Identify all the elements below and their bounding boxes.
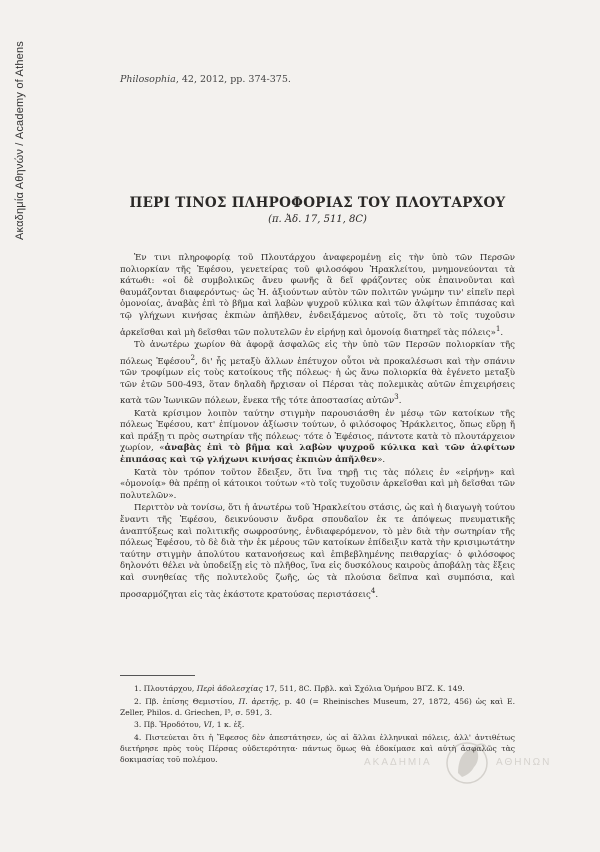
paragraph-1: Ἐν τινι πληροφορίᾳ τοῦ Πλουτάρχου ἀναφερομένῃ εἰς τὴν ὑπὸ τῶν Περσῶν πολιορκίαν τῆς Ἐφέσου, γενετείρας τοῦ φιλοσόφου Ἡρακλείτου, μνημονεύονται τὰ κάτωθι: «οἱ δὲ συμβολικῶς ἄνευ φωνῆς ἃ δεῖ φράζοντες οὐκ ἐπαινοῦνται καὶ θαυμάζονται διαφερόντως· ὡς Ἡ. ἀξιούντων αὐτὸν τῶν πολιτῶν γνώμην τιν' εἰπεῖν περὶ ὁμονοίας, ἀναβὰς ἐπὶ τὸ βῆμα καὶ λαβὼν ψυχροῦ κύλικα καὶ τῶν ἀλφίτων ἐπιπάσας καὶ τῷ γλήχωνι κινήσας ἐκπιὼν ἀπῆλθεν, ἐνδειξάμενος αὐτοῖς, ὅτι τὸ τοῖς τυχοῦσιν ἀρκεῖσθαι καὶ μὴ δεῖσθαι τῶν πολυτελῶν ἐν εἰρήνῃ καὶ ὁμονοίᾳ διατηρεῖ τὰς πόλεις»$^1$. <box>120 253 515 338</box>
paragraph-4 <box>120 468 515 503</box>
footnote-3 <box>120 720 515 731</box>
article-subtitle: (π. Ἀδ. 17, 511, 8C) <box>268 214 367 225</box>
footnote-2 <box>120 697 515 719</box>
side-archive-label: Ακαδημία Αθηνών / Academy of Athens <box>14 40 26 240</box>
paragraph-text: Περιττὸν νὰ τονίσω, ὅτι ἡ ἀνωτέρω τοῦ Ἡρακλείτου στάσις, ὡς καὶ ἡ διαγωγὴ τούτου ἔναντι τῆς Ἐφέσου, δεικνύουσιν ἄνδρα σπουδαῖον ἐκ τε ἀπόψεως πνευματικῆς ἀναπτύξεως καὶ πολιτικῆς σωφροσύνης, ἐνδιαφερόμενον, τὸ μὲν διὰ τὴν σωτηρίαν τῆς πόλεως Ἐφέσου, τὸ δὲ διὰ τὴν ἐκ μέρους τῶν κατοίκων ἐπίδειξιν κατὰ τὴν κρισιμωτάτην ταύτην στιγμὴν ἀπολύτου κατανοήσεως καὶ ἐπιβεβλημένης πειθαρχίας· ὁ φιλόσοφος δηλονότι θέλει νὰ ὑποδείξῃ εἰς τὸ πλῆθος, ἵνα εἰς δυσκόλους καιροὺς ἀποβάλῃ τὰς ἕξεις καὶ συνηθείας τῆς πολυτελοῦς ζωῆς, ὡς τὰ πλούσια δεῖπνα καὶ συμπόσια, καὶ προσαρμόζηται εἰς τὰς ἑκάστοτε κρατούσας περιστάσεις <box>120 503 515 600</box>
paragraph-text: Κατὰ τὸν τρόπον τοῦτον ἔδειξεν, ὅτι ἵνα τηρῇ τις τὰς πόλεις ἐν «εἰρήνῃ» καὶ «ὁμονοίᾳ» θὰ πρέπῃ οἱ κάτοικοι τούτων «τὸ τοῖς τυχοῦσιν ἀρκεῖσθαι καὶ μὴ δεῖσθαι τῶν πολυτελῶν». <box>120 467 515 501</box>
academy-watermark <box>364 737 554 789</box>
watermark-left-word: ΑΚΑΔΗΜΙΑ <box>364 757 432 768</box>
citation-details: , 42, 2012, pp. 374-375. <box>175 74 291 85</box>
article-title: ΠΕΡΙ ΤΙΝΟΣ ΠΛΗΡΟΦΟΡΙΑΣ ΤΟΥ ΠΛΟΥΤΑΡΧΟΥ <box>129 195 506 211</box>
paragraph-text: ». <box>377 455 386 466</box>
paragraph-text: Κατὰ κρίσιμον λοιπὸν ταύτην στιγμὴν παρουσιάσθη ἐν μέσῳ τῶν κατοίκων τῆς πόλεως Ἐφέσου, κατ' ἐπίμονον ἀξίωσιν τούτων, ὁ φιλόσοφος Ἡράκλειτος, ὅπως εὕρῃ ἤ καὶ πράξῃ τι πρὸς σωτηρίαν τῆς πόλεως· τότε ὁ Ἐφέσιος, πάντοτε κατὰ τὸ πλουτάρχειον χωρίον, « <box>120 408 515 454</box>
footnote-number: 3. <box>134 720 142 730</box>
footnote-number: 4. <box>134 733 142 743</box>
footnote-text: Πιστεύεται ὅτι ἡ Ἔφεσος δὲν ἀπεστάτησεν, ὡς αἱ ἄλλαι ἑλληνικαὶ πόλεις, ἀλλ' ἀντιθέτως διετήρησε πρὸς τοὺς Πέρσας οὐδετερότητα· πάντως ὅμως θὰ ἐδοκίμασε καὶ αὐτὴ ἀσφαλῶς τὰς δοκιμασίας τοῦ πολέμου. <box>120 733 515 764</box>
footnote-work: VI, <box>203 720 215 730</box>
footnote-number: 2. <box>134 696 142 706</box>
footnote-ref: 4 <box>370 585 376 595</box>
athena-head-icon <box>444 737 490 789</box>
footnote-number: 1. <box>134 684 142 693</box>
footnote-author: Πβ. ἐπίσης Θεμιστίου, <box>145 696 235 706</box>
paragraph-5: Περιττὸν νὰ τονίσω, ὅτι ἡ ἀνωτέρω τοῦ Ἡρακλείτου στάσις, ὡς καὶ ἡ διαγωγὴ τούτου ἔναντι τῆς Ἐφέσου, δεικνύουσιν ἄνδρα σπουδαῖον ἐκ τε ἀπόψεως πνευματικῆς ἀναπτύξεως καὶ πολιτικῆς σωφροσύνης, ἐνδιαφερόμενον, τὸ μὲν διὰ τὴν σωτηρίαν τῆς πόλεως Ἐφέσου, τὸ δὲ διὰ τὴν ἐκ μέρους τῶν κατοίκων ἐπίδειξιν κατὰ τὴν κρισιμωτάτην ταύτην στιγμὴν ἀπολύτου κατανοήσεως καὶ ἐπιβεβλημένης πειθαρχίας· ὁ φιλόσοφος δηλονότι θέλει νὰ ὑποδείξῃ εἰς τὸ πλῆθος, ἵνα εἰς δυσκόλους καιροὺς ἀποβάλῃ τὰς ἕξεις καὶ συνηθείας τῆς πολυτελοῦς ζωῆς, ὡς τὰ πλούσια δεῖπνα καὶ συμπόσια, καὶ προσαρμόζηται εἰς τὰς ἑκάστοτε κρατούσας περιστάσεις$^4$. <box>120 503 515 600</box>
footnote-work: Περὶ ἀδολεσχίας <box>196 684 263 693</box>
journal-citation <box>120 74 291 85</box>
paragraph-3 <box>120 409 515 467</box>
footnote-text: 1 κ. ἑξ. <box>214 720 245 730</box>
footnote-ref: 2 <box>190 352 195 362</box>
paragraph-text: Ἐν τινι πληροφορίᾳ τοῦ Πλουτάρχου ἀναφερομένῃ εἰς τὴν ὑπὸ τῶν Περσῶν πολιορκίαν τῆς Ἐφέσου, γενετείρας τοῦ φιλοσόφου Ἡρακλείτου, μνημονεύονται τὰ κάτωθι: «οἱ δὲ συμβολικῶς ἄνευ φωνῆς ἃ δεῖ φράζοντες οὐκ ἐπαινοῦνται καὶ θαυμάζονται διαφερόντως· ὡς Ἡ. ἀξιούντων αὐτὸν τῶν πολιτῶν γνώμην τιν' εἰπεῖν περὶ ὁμονοίας, ἀναβὰς ἐπὶ τὸ βῆμα καὶ λαβὼν ψυχροῦ κύλικα καὶ τῶν ἀλφίτων ἐπιπάσας καὶ τῷ γλήχωνι κινήσας ἐκπιὼν ἀπῆλθεν, ἐνδειξάμενος αὐτοῖς, ὅτι τὸ τοῖς τυχοῦσιν ἀρκεῖσθαι καὶ μὴ δεῖσθαι τῶν πολυτελῶν ἐν εἰρήνῃ καὶ ὁμονοίᾳ διατηρεῖ τὰς πόλεις» <box>120 253 515 338</box>
watermark-right-word: ΑΘΗΝΩΝ <box>496 757 552 768</box>
bold-quote: ἀναβὰς ἐπὶ τὸ βῆμα καὶ λαβὼν ψυχροῦ κύλικα καὶ τῶν ἀλφίτων ἐπιπάσας καὶ τῷ γλήχωνι κινήσας ἐκπιὼν ἀπῆλθεν <box>120 443 515 466</box>
footnote-1 <box>120 684 515 695</box>
paragraph-text: , δι' ἧς μεταξὺ ἄλλων ἐπέτυχον οὗτοι νὰ προκαλέσωσι καὶ τὴν σπάνιν τῶν τροφίμων εἰς τοὺς κατοίκους τῆς πόλεως· ἡ ὡς ἄνω πολιορκία θὰ ἐγένετο μεταξὺ τῶν ἐτῶν 500-493, ὅταν δηλαδὴ ἤρχισαν οἱ Πέρσαι τὰς πολεμικὰς αὐτῶν ἐπιχειρήσεις κατὰ τῶν Ἰωνικῶν πόλεων, ἕνεκα τῆς τότε ἀποστασίας αὐτῶν <box>120 356 515 407</box>
paragraph-text: Τὸ ἀνωτέρω χωρίον θὰ ἀφορᾷ ἀσφαλῶς εἰς τὴν ὑπὸ τῶν Περσῶν πολιορκίαν τῆς πόλεως Ἐφέσου <box>120 340 515 367</box>
journal-name: Philosophia <box>120 74 176 85</box>
footnote-author: Πλουτάρχου, <box>143 684 195 693</box>
footnote-work: Π. ἀρετῆς, <box>238 696 281 706</box>
footnote-ref: 1 <box>495 323 501 333</box>
paragraph-2: Τὸ ἀνωτέρω χωρίον θὰ ἀφορᾷ ἀσφαλῶς εἰς τὴν ὑπὸ τῶν Περσῶν πολιορκίαν τῆς πόλεως Ἐφέσου$^2$, δι' ἧς μεταξὺ ἄλλων ἐπέτυχον οὗτοι νὰ προκαλέσωσι καὶ τὴν σπάνιν τῶν τροφίμων εἰς τοὺς κατοίκους τῆς πόλεως· ἡ ὡς ἄνω πολιορκία θὰ ἐγένετο μεταξὺ τῶν ἐτῶν 500-493, ὅταν δηλαδὴ ἤρχισαν οἱ Πέρσαι τὰς πολεμικὰς αὐτῶν ἐπιχειρήσεις κατὰ τῶν Ἰωνικῶν πόλεων, ἕνεκα τῆς τότε ἀποστασίας αὐτῶν$^3$. <box>120 340 515 407</box>
footnote-author: Πβ. Ἡροδότου, <box>143 720 202 730</box>
article-body <box>120 253 515 602</box>
footnote-text: p. 40 (= Rheinisches Museum, 27, 1872, 456) ὡς καὶ E. Zeller, Philos. d. Griechen, I⁵, σ. 591, 3. <box>120 696 515 717</box>
footnote-divider <box>120 675 195 676</box>
footnote-ref: 3 <box>394 392 399 402</box>
footnote-text: 17, 511, 8C. Πρβλ. καὶ Σχόλια Ὁμήρου ΒΓΖ. Κ. 149. <box>262 684 465 693</box>
